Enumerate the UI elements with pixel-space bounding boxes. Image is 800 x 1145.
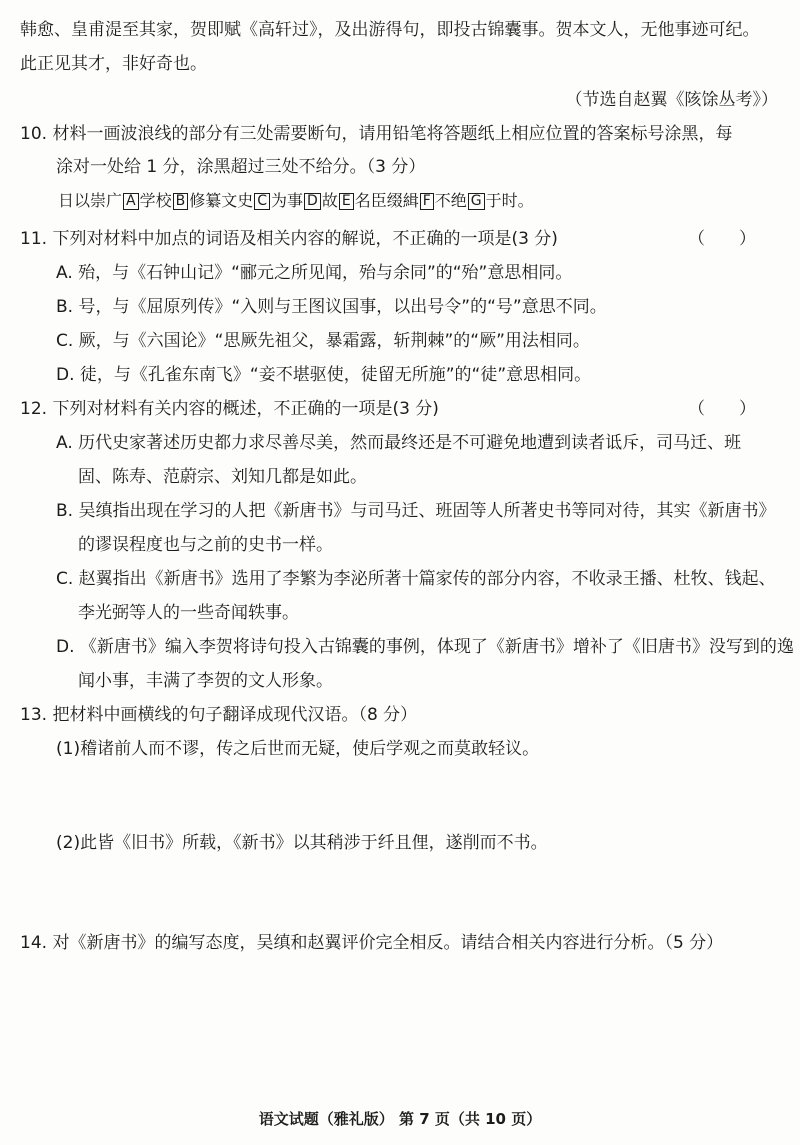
passage-line-1: 韩愈、皇甫湜至其家，贺即赋《高轩过》，及出游得句，即投古锦囊事。贺本文人，无他事迹可纪。 xyxy=(20,20,760,40)
q10-segment: 故 xyxy=(321,191,338,210)
q12-option-b-line-1: B. 吴缜指出现在学习的人把《新唐书》与司马迁、班固等人所著史书等同对待，其实《新唐书》 xyxy=(56,501,776,521)
q12-stem: 12. 下列对材料有关内容的概述，不正确的一项是(3 分) xyxy=(20,399,439,419)
q11-stem: 11. 下列对材料中加点的词语及相关内容的解说，不正确的一项是(3 分) xyxy=(20,229,558,249)
q12-option-d-line-1: D. 《新唐书》编入李贺将诗句投入古锦囊的事例，体现了《新唐书》增补了《旧唐书》没写到的逸 xyxy=(56,637,794,657)
q10-stem-line-2: 涂对一处给 1 分，涂黑超过三处不给分。（3 分） xyxy=(56,157,426,177)
q13-sentence-1: (1)稽诸前人而不谬，传之后世而无疑，使后学观之而莫敢轻议。 xyxy=(56,739,540,759)
q12-option-b-line-2: 的谬误程度也与之前的史书一样。 xyxy=(78,535,333,555)
q11-option-b: B. 号，与《屈原列传》“入则与王图议国事，以出号令”的“号”意思不同。 xyxy=(56,297,607,317)
q14-stem: 14. 对《新唐书》的编写态度，吴缜和赵翼评价完全相反。请结合相关内容进行分析。（5 分） xyxy=(20,933,724,953)
q12-option-d-line-2: 闻小事，丰满了李贺的文人形象。 xyxy=(78,671,333,691)
q10-segment: 修纂文史 xyxy=(189,191,254,210)
q10-label-b[interactable]: B xyxy=(173,193,189,210)
q12-option-a-line-2: 固、陈寿、范蔚宗、刘知几都是如此。 xyxy=(78,467,367,487)
q12-answer-paren[interactable]: （ ） xyxy=(688,399,756,419)
q10-sentence xyxy=(58,191,534,211)
passage-line-2: 此正见其才，非好奇也。 xyxy=(20,54,207,74)
q12-option-a-line-1: A. 历代史家著述历史都力求尽善尽美，然而最终还是不可避免地遭到读者诋斥，司马迁、班 xyxy=(56,433,742,453)
passage-source: （节选自赵翼《陔馀丛考》） xyxy=(565,90,778,110)
q13-sentence-2: (2)此皆《旧书》所载，《新书》以其稍涉于纤且俚，遂削而不书。 xyxy=(56,833,548,853)
q10-segment: 学校 xyxy=(139,191,172,210)
q11-option-d: D. 徒，与《孔雀东南飞》“妾不堪驱使，徒留无所施”的“徒”意思相同。 xyxy=(56,365,592,385)
q10-label-c[interactable]: C xyxy=(254,193,270,210)
q10-stem-line-1: 10. 材料一画波浪线的部分有三处需要断句，请用铅笔将答题纸上相应位置的答案标号涂黑，每 xyxy=(20,124,733,144)
q10-label-e[interactable]: E xyxy=(339,193,354,210)
q10-segment: 名臣缀緝 xyxy=(354,191,419,210)
q12-option-c-line-1: C. 赵翼指出《新唐书》选用了李繁为李泌所著十篇家传的部分内容，不收录王播、杜牧、钱起、 xyxy=(56,569,776,589)
q12-option-c-line-2: 李光弼等人的一些奇闻轶事。 xyxy=(78,603,299,623)
q10-label-f[interactable]: F xyxy=(420,193,434,210)
q10-label-g[interactable]: G xyxy=(468,193,485,210)
q10-segment: 不绝 xyxy=(434,191,467,210)
page-footer: 语文试题（雅礼版） 第 7 页（共 10 页） xyxy=(258,1110,542,1128)
q10-segment: 于时。 xyxy=(485,191,534,210)
q11-option-c: C. 厥，与《六国论》“思厥先祖父，暴霜露，斩荆棘”的“厥”用法相同。 xyxy=(56,331,590,351)
q10-segment: 日以崇广 xyxy=(58,191,123,210)
q10-segment: 为事 xyxy=(271,191,304,210)
q11-answer-paren[interactable]: （ ） xyxy=(688,229,756,249)
q10-label-a[interactable]: A xyxy=(123,193,139,210)
q11-option-a: A. 殆，与《石钟山记》“郦元之所见闻，殆与余同”的“殆”意思相同。 xyxy=(56,263,573,283)
q13-stem: 13. 把材料中画横线的句子翻译成现代汉语。（8 分） xyxy=(20,705,418,725)
q10-label-d[interactable]: D xyxy=(304,193,321,210)
